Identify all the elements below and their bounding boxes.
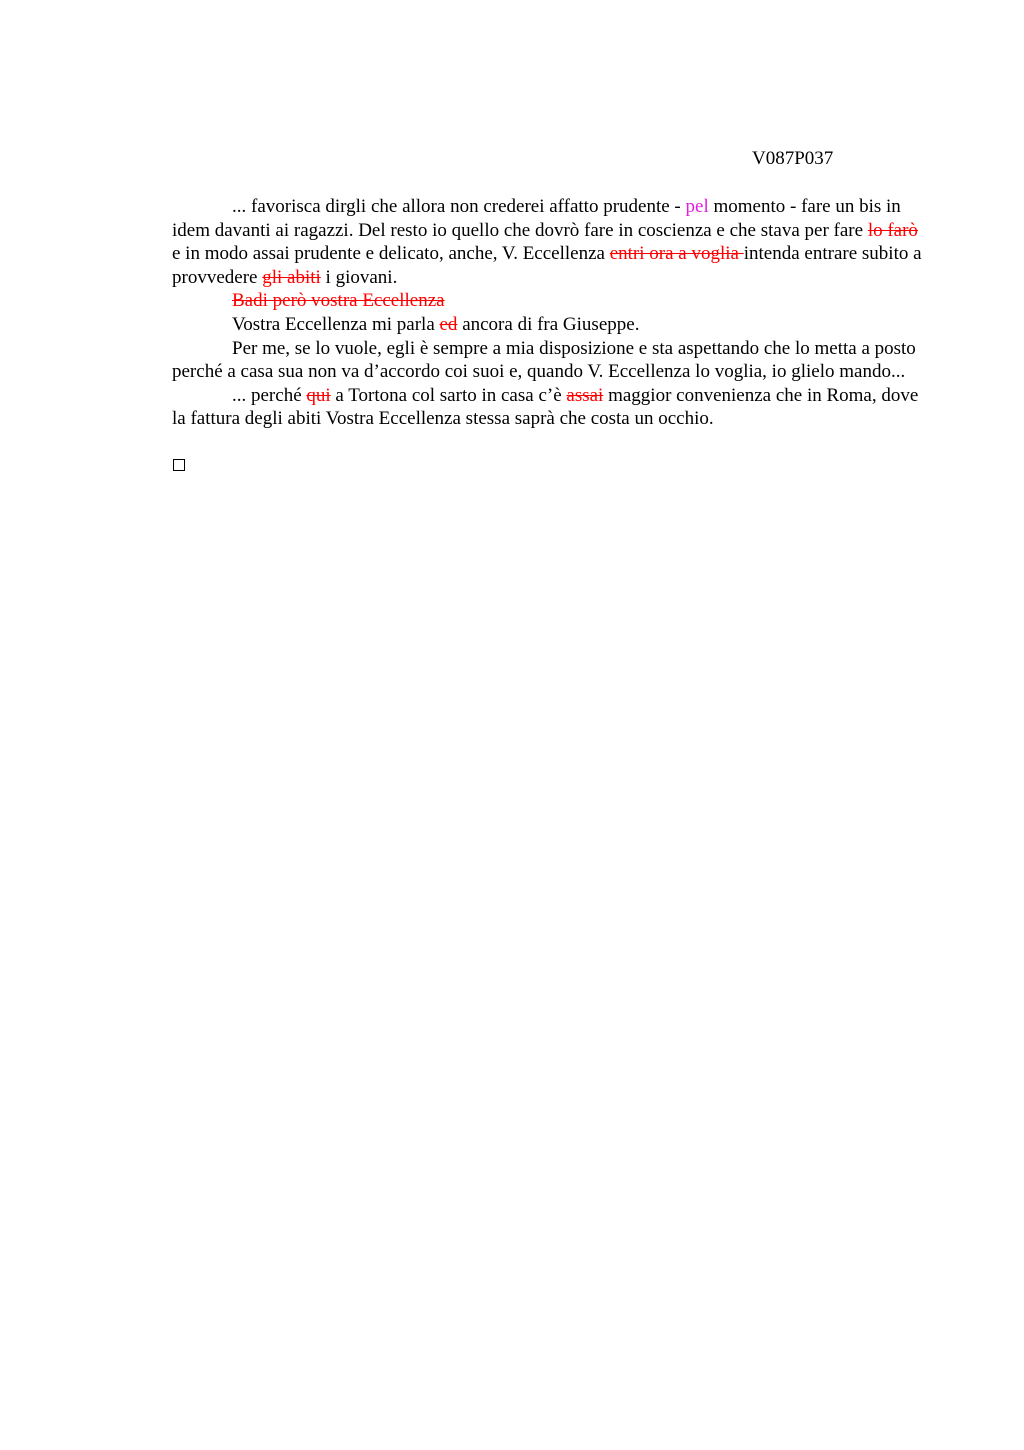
text-run: Per me, se lo vuole, egli è sempre a mia disposizione e sta aspettando che lo metta a posto perché a casa sua non va d’accordo coi suoi e, quando V. Eccellenza lo voglia, io glielo mando... bbox=[172, 337, 916, 383]
inserted-text: pel bbox=[685, 196, 709, 217]
paragraph-4 bbox=[172, 337, 930, 384]
text-run: Vostra Eccellenza mi parla bbox=[232, 313, 440, 335]
paragraph-2 bbox=[172, 289, 930, 313]
text-run: ... perché bbox=[232, 384, 307, 406]
text-run: ancora di fra Giuseppe. bbox=[457, 313, 640, 335]
text-run: intenda entrare subito a provvedere bbox=[172, 243, 922, 288]
empty-square-icon bbox=[173, 459, 185, 471]
document-id: V087P037 bbox=[752, 148, 834, 169]
deleted-text: entri ora a voglia bbox=[609, 243, 744, 265]
text-run: ... favorisca dirgli che allora non crederei affatto prudente - bbox=[232, 196, 686, 217]
deleted-text: ed bbox=[439, 313, 458, 335]
paragraph-3 bbox=[172, 313, 930, 337]
text-run: momento - fare un bis in idem davanti ai ragazzi. Del resto io quello che dovrò fare in coscienza e che stava per fare bbox=[172, 196, 901, 241]
paragraph-1 bbox=[172, 195, 930, 289]
text-run: a Tortona col sarto in casa c’è bbox=[330, 384, 567, 406]
paragraph-5 bbox=[172, 384, 930, 431]
deleted-text: gli abiti bbox=[262, 266, 321, 288]
text-run: e in modo assai prudente e delicato, anche, V. Eccellenza bbox=[172, 243, 610, 265]
text-run: i giovani. bbox=[320, 266, 398, 288]
deleted-text: assai bbox=[566, 384, 604, 406]
deleted-text: lo farò bbox=[867, 219, 918, 241]
text-run: maggior convenienza che in Roma, dove la fattura degli abiti Vostra Eccellenza stessa saprà che costa un occhio. bbox=[172, 384, 919, 430]
deleted-text: Badi però vostra Eccellenza bbox=[232, 290, 445, 312]
deleted-text: qui bbox=[306, 384, 331, 406]
letter-body bbox=[172, 195, 930, 431]
